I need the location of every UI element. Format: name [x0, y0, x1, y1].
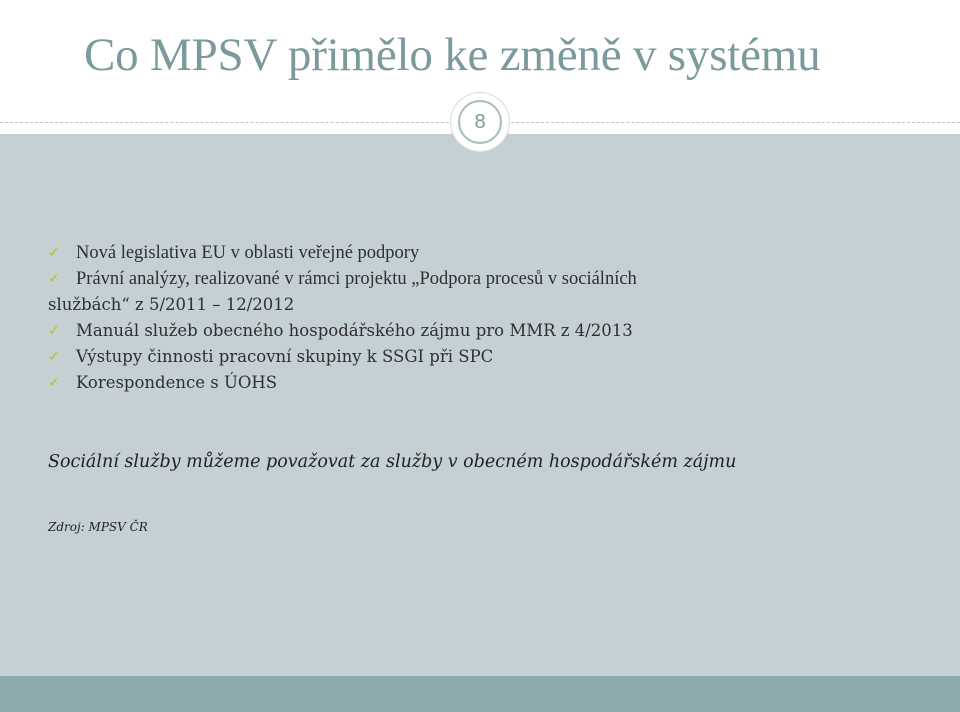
bullet-item: [48, 318, 928, 344]
checkmark-icon: ✓: [48, 245, 60, 261]
key-statement: Sociální služby můžeme považovat za služby v obecném hospodářském zájmu: [48, 452, 737, 472]
bullet-item: [48, 344, 928, 370]
slide-number: 8: [458, 100, 502, 144]
checkmark-icon: ✓: [48, 271, 60, 287]
checkmark-icon: ✓: [48, 349, 60, 365]
checkmark-icon: ✓: [48, 375, 60, 391]
slide-title: Co MPSV přimělo ke změně v systému: [84, 29, 821, 81]
slide-footer-bar: [0, 676, 960, 712]
checkmark-icon: ✓: [48, 323, 60, 339]
slide-number-badge: [451, 93, 509, 151]
bullet-item: [48, 370, 928, 396]
bullet-item-continuation: [48, 292, 928, 318]
bullet-text: Korespondence s ÚOHS: [76, 373, 278, 392]
bullet-text: Manuál služeb obecného hospodářského zájmu pro MMR z 4/2013: [76, 321, 633, 340]
bullet-text: službách“ z 5/2011 – 12/2012: [48, 295, 295, 314]
bullet-text: Právní analýzy, realizované v rámci projektu „Podpora procesů v sociálních: [76, 269, 637, 289]
source-note: Zdroj: MPSV ČR: [48, 520, 148, 534]
bullet-text: Nová legislativa EU v oblasti veřejné podpory: [76, 243, 420, 263]
bullet-text: Výstupy činnosti pracovní skupiny k SSGI při SPC: [76, 347, 494, 366]
bullet-item: [48, 266, 928, 292]
bullet-item: [48, 240, 928, 266]
bullet-list: [48, 240, 928, 396]
slide-content-panel: [0, 134, 960, 676]
